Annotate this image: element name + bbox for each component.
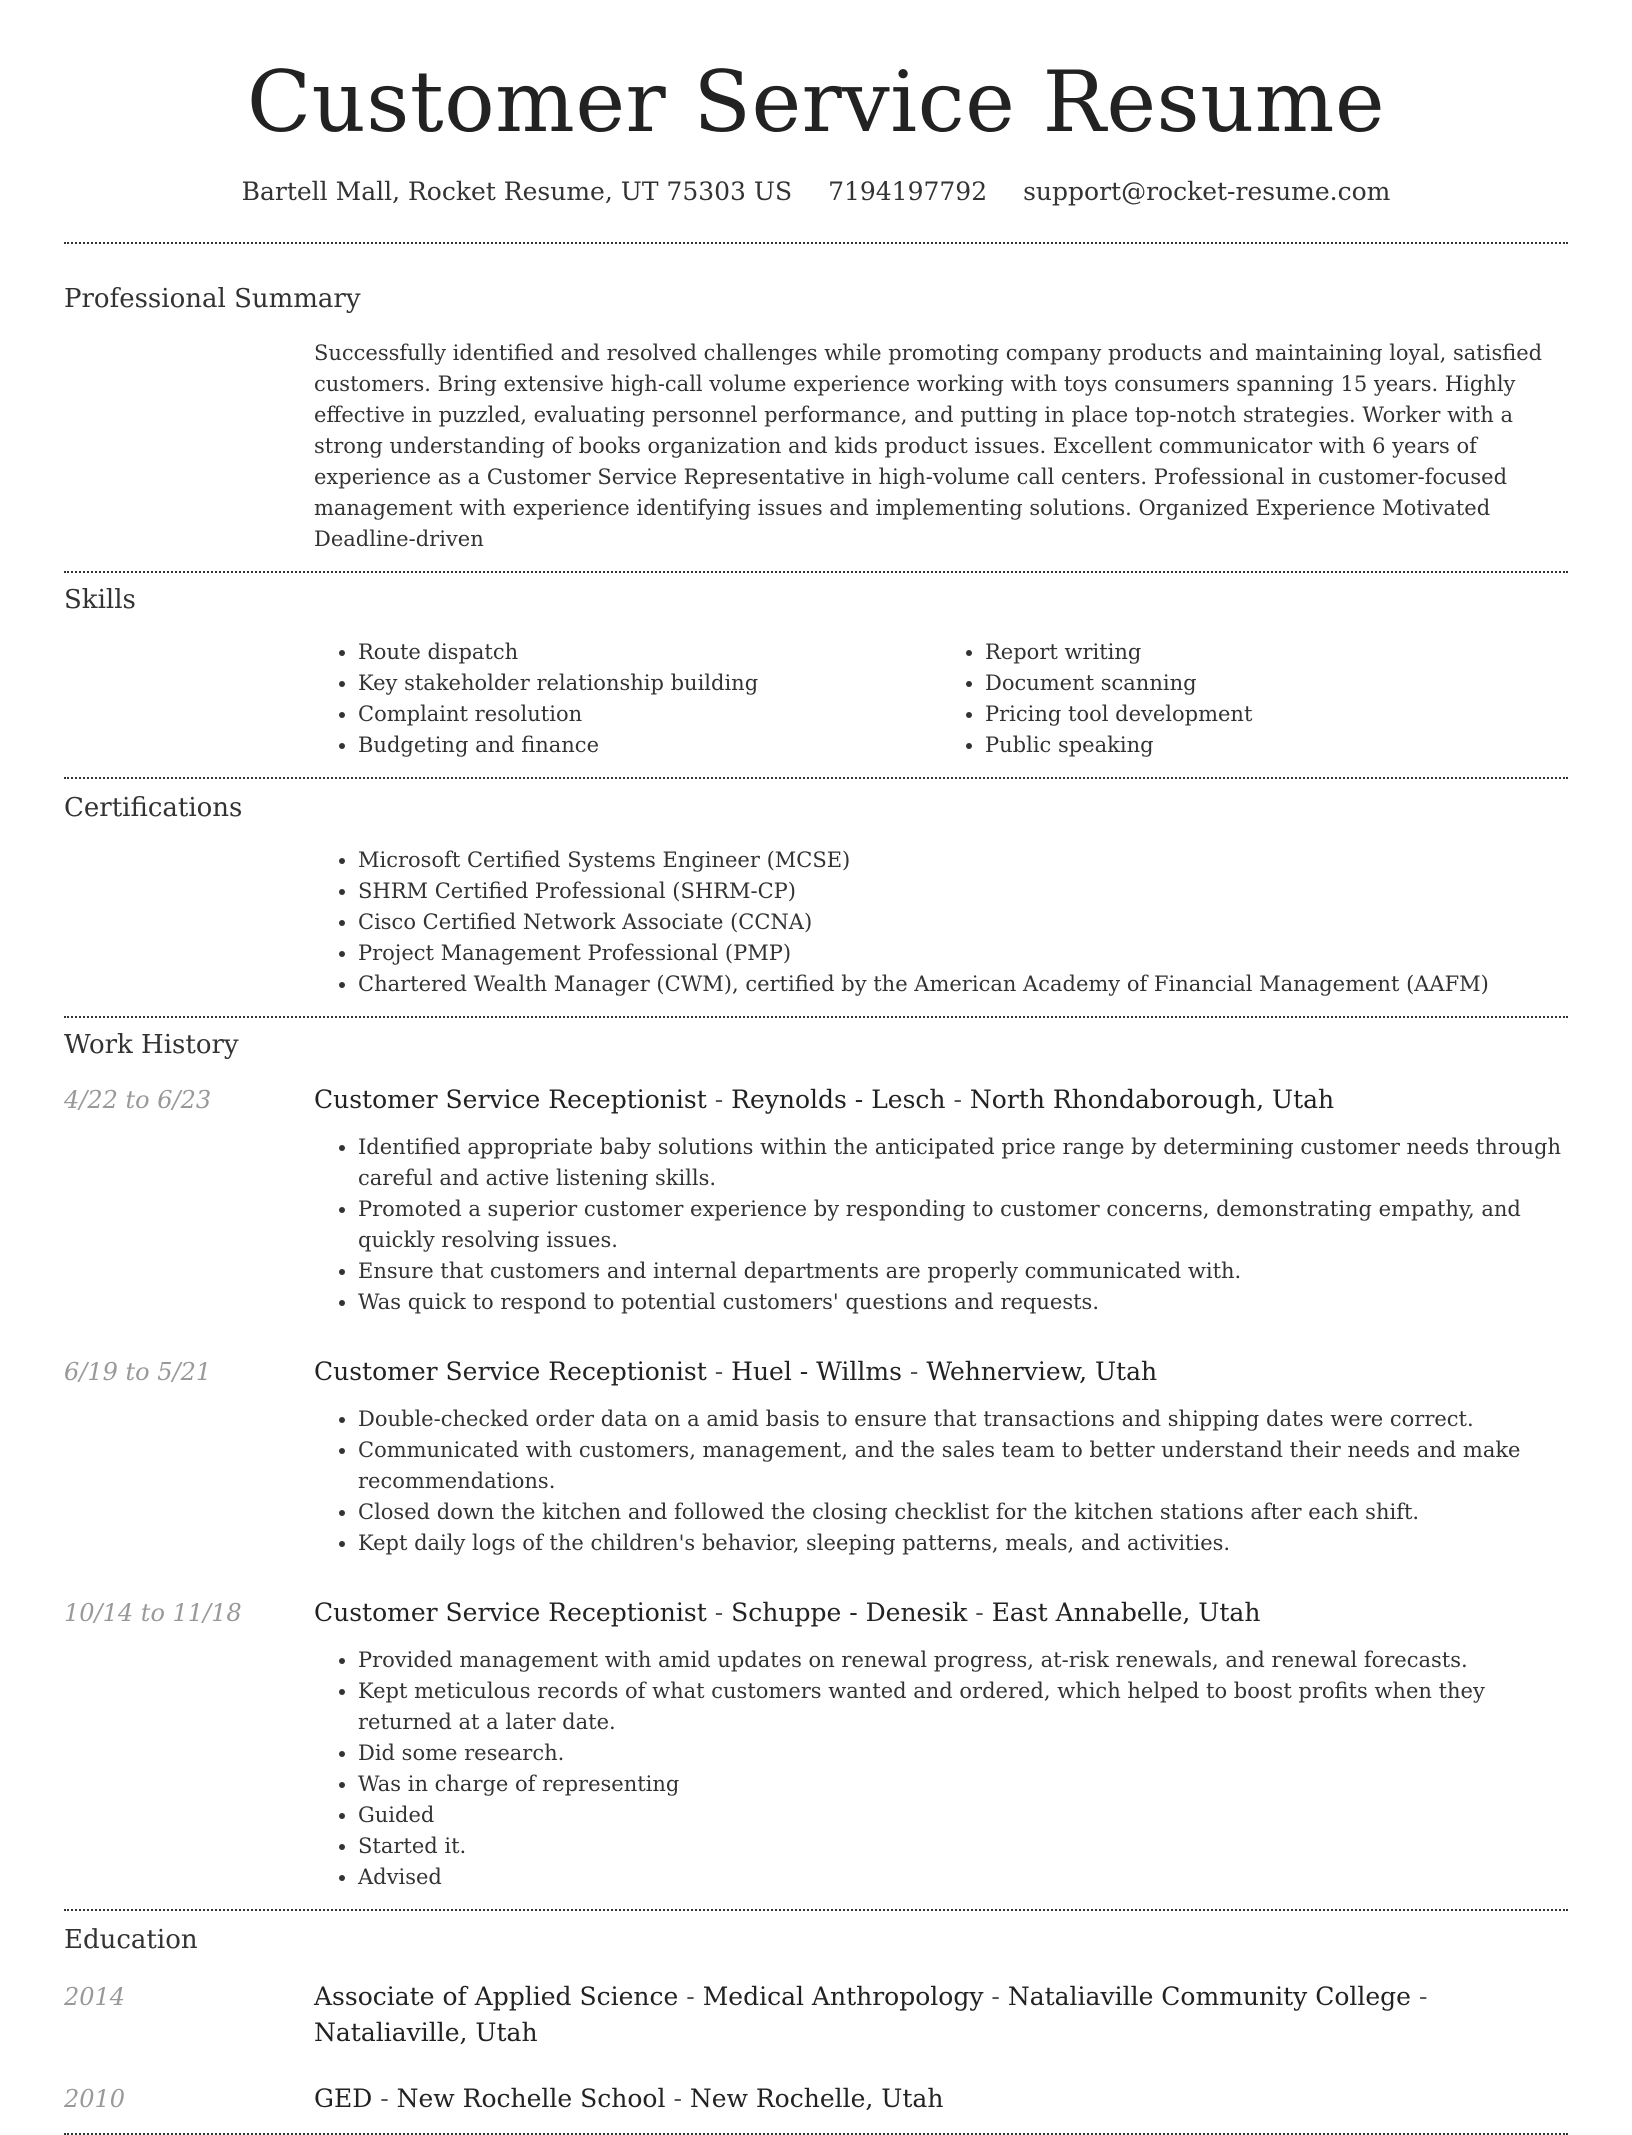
- resume-title: Customer Service Resume: [246, 53, 1386, 151]
- contact-line: [64, 176, 1568, 208]
- education-section: [64, 1911, 1568, 2133]
- education-school: New Rochelle School: [396, 2084, 666, 2113]
- job-entry: [64, 1082, 1568, 1318]
- certifications-section: [64, 779, 1568, 1000]
- summary-section: [64, 244, 1568, 555]
- certification-item: • Chartered Wealth Manager (CWM), certified by the American Academy of Financial Management (AAFM): [358, 969, 1568, 1000]
- certification-item: • Cisco Certified Network Associate (CCNA): [358, 907, 1568, 938]
- job-bullet: • Communicated with customers, management, and the sales team to better understand their needs and make recommendations.: [358, 1435, 1568, 1497]
- job-location: Wehnerview, Utah: [926, 1357, 1158, 1386]
- education-degree: Associate of Applied Science: [314, 1982, 679, 2011]
- job-bullet: • Did some research.: [358, 1738, 1568, 1769]
- section-title-certifications: Certifications: [64, 793, 243, 823]
- education-degree: GED: [314, 2084, 373, 2113]
- skill-item: • Report writing: [985, 637, 1568, 668]
- skills-list-right: [941, 637, 1568, 761]
- job-bullet: • Closed down the kitchen and followed the closing checklist for the kitchen stations after each shift.: [358, 1497, 1568, 1528]
- education-year: 2014: [64, 1983, 126, 2011]
- job-bullet: • Was in charge of representing: [358, 1769, 1568, 1800]
- job-location: North Rhondaborough, Utah: [969, 1085, 1335, 1114]
- job-bullet: • Double-checked order data on a amid basis to ensure that transactions and shipping dates were correct.: [358, 1404, 1568, 1435]
- contact-address: Bartell Mall, Rocket Resume, UT 75303 US: [241, 177, 793, 206]
- certification-item: • Project Management Professional (PMP): [358, 938, 1568, 969]
- contact-email: support@rocket-resume.com: [1023, 177, 1391, 206]
- job-header: [64, 1082, 1568, 1118]
- contact-phone: 7194197792: [828, 177, 988, 206]
- job-role: Customer Service Receptionist: [314, 1357, 707, 1386]
- job-bullet: • Kept daily logs of the children's behavior, sleeping patterns, meals, and activities.: [358, 1528, 1568, 1559]
- job-bullet: • Guided: [358, 1800, 1568, 1831]
- job-role: Customer Service Receptionist: [314, 1085, 707, 1114]
- skill-item: • Budgeting and finance: [358, 730, 941, 761]
- section-title-summary: Professional Summary: [64, 284, 361, 314]
- skill-item: • Pricing tool development: [985, 699, 1568, 730]
- education-location: New Rochelle, Utah: [689, 2084, 944, 2113]
- section-title-work: Work History: [64, 1030, 239, 1060]
- job-title: Customer Service Receptionist - Schuppe - Denesik - East Annabelle, Utah: [314, 1598, 1261, 1627]
- education-location: Nataliaville, Utah: [314, 2018, 538, 2047]
- job-header: [64, 1595, 1568, 1631]
- education-entry: [64, 1979, 1568, 2051]
- skills-section: [64, 573, 1568, 761]
- job-bullets: [314, 1404, 1568, 1559]
- job-bullets: [314, 1132, 1568, 1318]
- job-bullet: • Ensure that customers and internal departments are properly communicated with.: [358, 1256, 1568, 1287]
- work-section: [64, 1018, 1568, 1909]
- education-title: Associate of Applied Science - Medical Anthropology - Nataliaville Community College - Nataliaville, Utah: [314, 1982, 1428, 2047]
- job-title: Customer Service Receptionist - Huel - Willms - Wehnerview, Utah: [314, 1357, 1158, 1386]
- job-bullet: • Provided management with amid updates on renewal progress, at-risk renewals, and renewal forecasts.: [358, 1645, 1568, 1676]
- education-year: 2010: [64, 2085, 126, 2113]
- certification-item: • Microsoft Certified Systems Engineer (MCSE): [358, 845, 1568, 876]
- skills-columns: [314, 637, 1568, 761]
- job-date: 4/22 to 6/23: [64, 1086, 212, 1114]
- job-company: Reynolds - Lesch: [731, 1085, 946, 1114]
- skills-list-left: [314, 637, 941, 761]
- job-bullets: [314, 1645, 1568, 1893]
- job-bullet: • Was quick to respond to potential customers' questions and requests.: [358, 1287, 1568, 1318]
- education-field: Medical Anthropology: [702, 1982, 984, 2011]
- job-role: Customer Service Receptionist: [314, 1598, 707, 1627]
- certification-item: • SHRM Certified Professional (SHRM-CP): [358, 876, 1568, 907]
- job-company: Schuppe - Denesik: [731, 1598, 968, 1627]
- job-entry: [64, 1354, 1568, 1559]
- job-bullet: • Identified appropriate baby solutions within the anticipated price range by determining customer needs through careful and active listening skills.: [358, 1132, 1568, 1194]
- skill-item: • Route dispatch: [358, 637, 941, 668]
- skill-item: • Complaint resolution: [358, 699, 941, 730]
- certifications-list: [314, 845, 1568, 1000]
- skill-item: • Key stakeholder relationship building: [358, 668, 941, 699]
- job-title: Customer Service Receptionist - Reynolds - Lesch - North Rhondaborough, Utah: [314, 1085, 1335, 1114]
- education-title: GED - New Rochelle School - New Rochelle, Utah: [314, 2084, 944, 2113]
- job-location: East Annabelle, Utah: [991, 1598, 1261, 1627]
- job-header: [64, 1354, 1568, 1390]
- job-bullet: • Started it.: [358, 1831, 1568, 1862]
- summary-text: Successfully identified and resolved challenges while promoting company products and maintaining loyal, satisfied customers. Bring extensive high-call volume experience working with toys consumers spanning 15 years. Highly effective in puzzled, evaluating personnel performance, and putting in place top-notch strategies. Worker with a strong understanding of books organization and kids product issues. Excellent communicator with 6 years of experience as a Customer Service Representative in high-volume call centers. Professional in customer-focused management with experience identifying issues and implementing solutions. Organized Experience Motivated Deadline-driven: [314, 341, 1543, 551]
- job-bullet: • Kept meticulous records of what customers wanted and ordered, which helped to boost profits when they returned at a later date.: [358, 1676, 1568, 1738]
- education-school: Nataliaville Community College: [1007, 1982, 1411, 2011]
- skill-item: • Document scanning: [985, 668, 1568, 699]
- skill-item: • Public speaking: [985, 730, 1568, 761]
- job-company: Huel - Willms: [731, 1357, 902, 1386]
- job-date: 10/14 to 11/18: [64, 1599, 242, 1627]
- job-bullet: • Advised: [358, 1862, 1568, 1893]
- section-title-skills: Skills: [64, 585, 136, 615]
- job-entry: [64, 1595, 1568, 1893]
- section-title-education: Education: [64, 1925, 198, 1955]
- job-date: 6/19 to 5/21: [64, 1358, 212, 1386]
- job-bullet: • Promoted a superior customer experience by responding to customer concerns, demonstrating empathy, and quickly resolving issues.: [358, 1194, 1568, 1256]
- certifications-list-wrap: [314, 845, 1568, 1000]
